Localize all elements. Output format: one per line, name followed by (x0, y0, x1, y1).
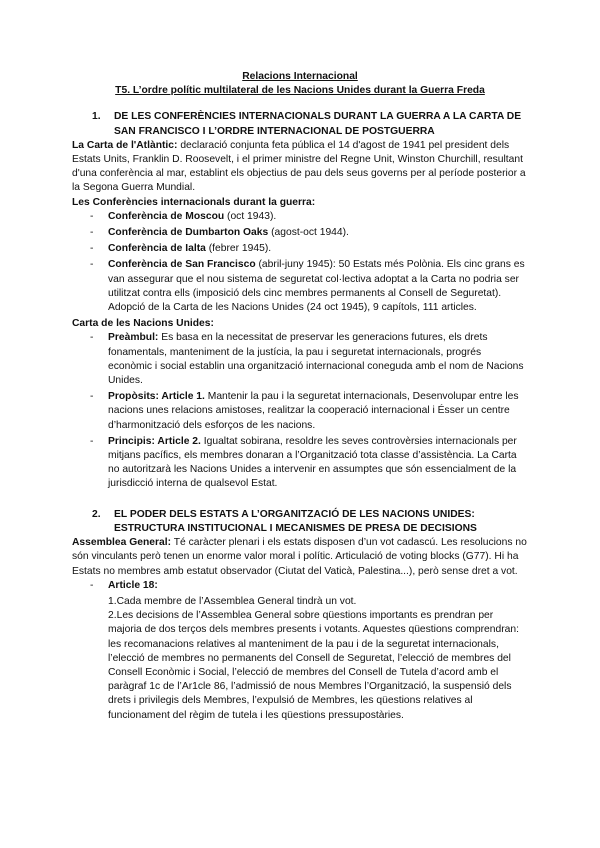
list-item (90, 242, 528, 256)
item-text: Mantenir la pau i la seguretat internacionals, Desenvolupar entre les nacions unes relacions amistoses, realitzar la cooperació internacional i Ésser un centre d’harmonització dels esforços de les nacions. (108, 391, 519, 431)
atlantic-text: declaració conjunta feta pública el 14 d'agost de 1941 pel president dels Estats Units, Franklin D. Roosevelt, i el primer ministre del Regne Unit, Winston Churchill, resultant d'una conferència al mar, establint els objectius de pau dels seus governs per al període posterior a la Segona Guerra Mundial. (72, 139, 526, 194)
doc-subtitle: T5. L’ordre polític multilateral de les Nacions Unides durant la Guerra Freda (115, 85, 485, 97)
assembly-paragraph (72, 536, 528, 579)
list-item (90, 331, 528, 388)
item-text: (abril-juny 1945): 50 Estats més Polònia. Els cinc grans es van assegurar que el nou sistema de seguretat col·lectiva adoptat a la Carta no podria ser utilitzat contra ells (imposició dels cinc membres permanents al Consell de Seguretat). Adopció de la Carta de les Nacions Unides (24 oct 1945), 9 capítols, 111 articles. (108, 259, 525, 314)
item-label: Conferència de Ialta (108, 243, 206, 255)
item-text: Es basa en la necessitat de preservar les generacions futures, els drets fonamentals, manteniment de la justícia, la pau i seguretat internacionals, progrés econòmic i social establin una organització internacional coneguda amb el nom de Nacions Unides. (108, 332, 524, 387)
atlantic-label: La Carta de l'Atlàntic: (72, 139, 178, 151)
carta-list (72, 331, 528, 491)
item-label: Conferència de Moscou (108, 210, 225, 222)
doc-title: Relacions Internacional (242, 71, 358, 82)
list-item (90, 390, 528, 433)
article-18-label: Article 18: (108, 579, 158, 591)
section-1-heading (92, 110, 528, 138)
item-label: Conferència de San Francisco (108, 259, 256, 271)
item-label: Propòsits: Article 1. (108, 391, 205, 403)
section-2-title: EL PODER DELS ESTATS A L’ORGANITZACIÓ DE LES NACIONS UNIDES: ESTRUCTURA INSTITUCIONAL I MECANISMES DE PRESA DE DECISIONS (114, 508, 477, 534)
carta-heading: Carta de les Nacions Unides: (72, 318, 214, 330)
item-text: (agost-oct 1944). (268, 227, 349, 239)
item-text: (oct 1943). (224, 210, 277, 222)
section-1-title: DE LES CONFERÈNCIES INTERNACIONALS DURANT LA GUERRA A LA CARTA DE SAN FRANCISCO I L’ORDRE INTERNACIONAL DE POSTGUERRA (114, 111, 522, 137)
item-label: Conferència de Dumbarton Oaks (108, 227, 269, 239)
item-label: Principis: Article 2. (108, 435, 201, 447)
article-list (72, 579, 528, 593)
conferences-heading: Les Conferències internacionals durant la guerra: (72, 196, 316, 208)
list-item (90, 258, 528, 315)
section-gap (72, 494, 528, 508)
article-18-point-2: 2.Les decisions de l’Assemblea General sobre qüestions importants es prendran per majoria de dos terços dels membres presents i votants. Aquestes qüestions comprendran: les recomanacions relatives al manteniment de la pau i de la seguretat internacionals, l’elecció de membres no permanents del Consell de Seguretat, l’elecció de membres del Consell Econòmic i Social, l’elecció de membres del Consell de Tutela d’acord amb el paràgraf 1c de l’Ar1cle 86, l’admissió de nous Membres l’Organització, la suspensió dels drets i privilegis dels Membres, l’expulsió de Membres, les qüestions relatives al funcionament del règim de tutela i les qüestions pressupostàries. (108, 610, 519, 721)
assembly-text: Té caràcter plenari i els estats disposen d’un vot cadascú. Les resolucions no són vinculants però tenen un enorme valor moral i polític. Articulació de voting blocks (G77). Hi ha Estats no membres amb estatut observador (Ciutat del Vaticà, Palestina...), però sense dret a vot. (72, 537, 527, 577)
item-text: (febrer 1945). (205, 243, 272, 255)
section-2-heading (92, 508, 528, 536)
list-item (90, 435, 528, 492)
atlantic-paragraph (72, 139, 528, 196)
article-18-point-1: 1.Cada membre de l’Assemblea General tindrà un vot. (108, 595, 357, 607)
section-2-number: 2. (92, 508, 101, 520)
list-item (90, 226, 528, 240)
item-text: Igualtat sobirana, resoldre les seves controvèrsies internacionals per mitjans pacífics, els membres donaran a l’Organització tota classe d’assistència. La Carta no autoritzarà les Nacions Unides a intervenir en assumptes que són essencialment de la jurisdicció interna de qualsevol Estat. (108, 435, 517, 490)
list-item (90, 579, 528, 593)
assembly-label: Assemblea General: (72, 537, 172, 549)
list-item (90, 210, 528, 224)
conferences-list (72, 210, 528, 315)
item-label: Preàmbul: (108, 332, 159, 344)
section-1-number: 1. (92, 111, 101, 123)
